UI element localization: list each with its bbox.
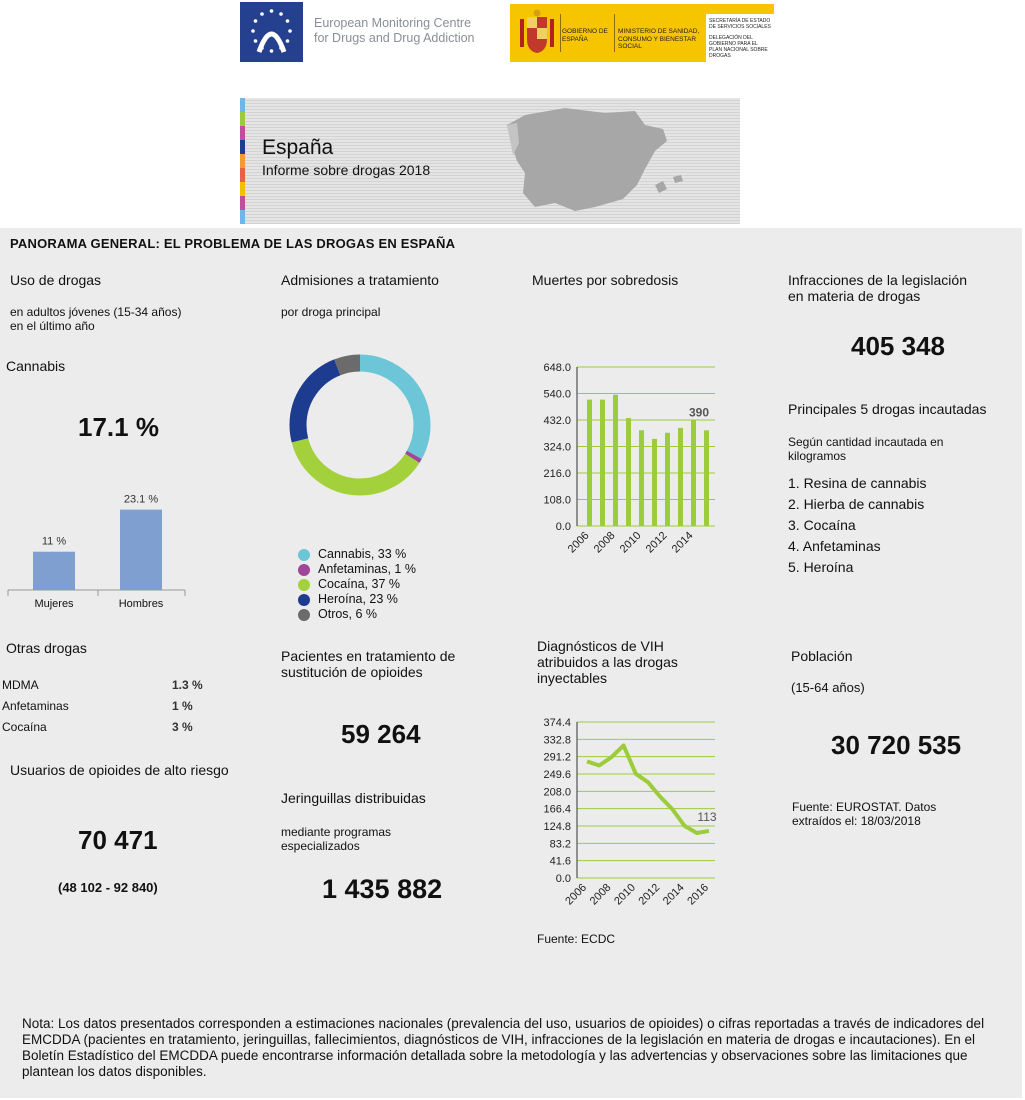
opioid-substitution-title-line-1: Pacientes en tratamiento de [281,648,456,664]
hiv-series-line [587,746,709,834]
emcdda-name [314,16,475,46]
other-drug-label: MDMA [2,678,39,692]
legend-swatch [298,609,310,621]
seizures-list [788,473,927,578]
eu-flag-icon [240,2,303,62]
spain-government-logo [510,4,774,62]
overdose-y-tick-label: 540.0 [543,388,571,401]
emcdda-line-2: for Drugs and Drug Addiction [314,31,475,45]
overdose-bar [613,395,618,526]
legend-entry [298,577,416,592]
other-drug-value: 1.3 % [172,678,203,692]
overdose-x-tick-label: 2010 [617,529,644,556]
opioid-substitution-title-line-2: sustitución de opioides [281,664,423,680]
legend-label: Cocaína, 37 % [318,577,400,591]
cannabis-gender-chart [0,478,240,618]
spain-map-icon [495,103,695,223]
syringes-title: Jeringuillas distribuidas [281,790,426,806]
color-strip-segment [240,154,245,168]
hiv-last-value-label: 113 [697,809,717,824]
overdose-y-tick-label: 108.0 [543,494,571,507]
legend-label: Cannabis, 33 % [318,547,407,561]
syringes-subtitle [281,825,391,853]
hiv-x-tick-label: 2008 [587,881,614,908]
overdose-bar [704,430,709,526]
overdose-bar [626,418,631,526]
legend-entry [298,547,416,562]
hiv-title-line-2: atribuidos a las drogas [537,654,678,670]
legend-label: Anfetaminas, 1 % [318,562,416,576]
hiv-x-tick-label: 2014 [660,881,687,908]
offences-title [788,272,967,304]
overdose-x-tick-label: 2014 [669,529,696,556]
overdose-bar [600,400,605,526]
hiv-y-tick-label: 41.6 [549,855,571,868]
color-strip-segment [240,196,245,210]
population-subtitle: (15-64 años) [791,680,865,695]
hiv-title-line-3: inyectables [537,670,608,686]
population-source [792,800,936,828]
hiv-y-tick-label: 208.0 [543,786,571,799]
other-drugs-table [2,678,217,738]
emcdda-logo [240,2,490,62]
seizure-list-item: 2. Hierba de cannabis [788,496,925,512]
country-banner [240,98,740,224]
overdose-bar [678,428,683,526]
drug-use-subtitle [10,305,181,333]
legend-label: Heroína, 23 % [318,592,398,606]
secretariat-name: SECRETARÍA DE ESTADO DE SERVICIOS SOCIALES [709,18,771,30]
other-drug-label: Cocaína [2,720,47,734]
overdose-last-value-label: 390 [688,405,710,420]
hiv-line-chart [525,710,725,920]
overdose-x-tick-label: 2008 [591,529,618,556]
gender-bar [120,510,162,590]
hiv-y-tick-label: 291.2 [543,751,571,764]
hiv-y-tick-label: 0.0 [555,873,571,885]
hiv-x-tick-label: 2012 [636,881,663,908]
hiv-title-line-1: Diagnósticos de VIH [537,638,664,654]
legend-entry [298,562,416,577]
syringes-subtitle-line-2: especializados [281,839,360,853]
delegation-name: DELEGACIÓN DEL GOBIERNO PARA EL PLAN NACIONAL SOBRE DROGAS [709,35,768,59]
hiv-y-tick-label: 166.4 [543,803,571,816]
color-strip-segment [240,140,245,154]
seizure-list-item: 3. Cocaína [788,517,856,533]
syringes-value: 1 435 882 [322,874,443,904]
methodology-note: Nota: Los datos presentados corresponden a estimaciones nacionales (prevalencia del uso, usuarios de opioides) o cifras reportadas a través de indicadores del EMCDDA (pacientes en tratamiento, jeringuillas, fallecimientos, diagnósticos de VIH, infracciones de la legislación en materia de drogas e incautaciones). En el Boletín Estadístico del EMCDDA puede encontrarse información detallada sobre la metodología y las advertencias y observaciones sobre las limitaciones que plantean los datos disponibles. [22,1016,985,1079]
overdose-bar [652,439,657,526]
gov-divider [614,14,615,52]
hiv-x-tick-label: 2006 [563,881,590,908]
overdose-bar-chart [525,353,725,563]
high-risk-opioid-value: 70 471 [78,825,158,855]
panel-title: PANORAMA GENERAL: EL PROBLEMA DE LAS DROGAS EN ESPAÑA [10,236,456,251]
seizures-subtitle-line-1: Según cantidad incautada en [788,435,944,449]
gender-bar-value-label: 11 % [41,535,67,548]
other-drug-row [2,678,207,692]
treatment-subtitle: por droga principal [281,305,381,319]
coat-of-arms-icon [518,9,556,57]
overdose-y-tick-label: 216.0 [543,468,571,480]
banner-title: España [262,136,334,159]
offences-title-line-1: Infracciones de la legislación [788,272,967,288]
overdose-bar [691,420,696,526]
population-source-line-1: Fuente: EUROSTAT. Datos [792,800,937,814]
color-strip-segment [240,98,245,112]
hiv-x-tick-label: 2010 [612,881,638,908]
overdose-y-tick-label: 648.0 [543,362,571,374]
overdose-bar [587,400,592,526]
treatment-donut-chart [285,350,455,510]
overdose-y-tick-label: 0.0 [555,521,571,533]
hiv-y-tick-label: 124.8 [543,821,571,833]
gender-category-label: Mujeres [34,598,74,610]
overdose-bar [639,430,644,526]
legend-swatch [298,564,310,576]
legend-label: Otros, 6 % [318,607,378,621]
gender-bar [33,552,75,590]
legend-swatch [298,594,310,606]
gov-divider [560,14,561,52]
seizure-list-item: 4. Anfetaminas [788,538,881,554]
other-drugs-title: Otras drogas [6,640,87,656]
legend-swatch [298,579,310,591]
gender-category-label: Hombres [118,598,164,610]
population-value: 30 720 535 [831,730,962,760]
seizures-subtitle-line-2: kilogramos [788,449,847,463]
legend-entry [298,592,416,607]
banner-subtitle: Informe sobre drogas 2018 [262,162,431,178]
cannabis-label: Cannabis [6,358,66,374]
hiv-source: Fuente: ECDC [537,932,616,946]
cannabis-prevalence-value: 17.1 % [78,412,159,442]
color-strip-segment [240,182,245,196]
color-strip [240,98,245,224]
overdose-title: Muertes por sobredosis [532,272,679,288]
drug-use-title: Uso de drogas [10,272,102,288]
hiv-y-tick-label: 332.8 [543,734,571,747]
color-strip-segment [240,126,245,140]
drug-use-subtitle-line-1: en adultos jóvenes (15-34 años) [10,305,182,319]
hiv-y-tick-label: 374.4 [543,717,571,729]
secretariat-box [706,14,774,64]
color-strip-segment [240,210,245,224]
opioid-substitution-title [281,648,455,680]
seizure-list-item: 1. Resina de cannabis [788,475,927,491]
hiv-x-tick-label: 2016 [685,881,712,908]
population-source-line-2: extraídos el: 18/03/2018 [792,814,921,828]
seizures-subtitle [788,435,943,463]
emcdda-line-1: European Monitoring Centre [314,16,472,30]
seizure-list-item: 5. Heroína [788,559,854,575]
opioid-substitution-value: 59 264 [341,719,421,749]
treatment-legend [298,547,416,622]
color-strip-segment [240,168,245,182]
other-drug-value: 1 % [172,699,193,713]
offences-title-line-2: en materia de drogas [788,288,921,304]
seizures-title: Principales 5 drogas incautadas [788,401,987,417]
other-drug-row [2,699,207,713]
high-risk-opioid-title: Usuarios de opioides de alto riesgo [10,762,229,778]
overdose-bar [665,433,670,526]
population-title: Población [791,648,853,664]
high-risk-opioid-range: (48 102 - 92 840) [58,880,158,895]
color-strip-segment [240,112,245,126]
legend-swatch [298,549,310,561]
syringes-subtitle-line-1: mediante programas [281,825,392,839]
other-drug-value: 3 % [172,720,193,734]
overdose-y-tick-label: 324.0 [543,441,571,454]
overdose-x-tick-label: 2012 [643,529,670,556]
other-drug-label: Anfetaminas [2,699,69,713]
gender-bar-value-label: 23.1 % [123,493,159,506]
hiv-title [537,638,678,686]
offences-value: 405 348 [851,331,945,361]
treatment-title: Admisiones a tratamiento [281,272,439,288]
overview-panel [0,228,1022,1098]
gov-name: GOBIERNO DE ESPAÑA [562,28,608,43]
overdose-x-tick-label: 2006 [565,529,592,556]
legend-entry [298,607,416,622]
ministry-name: MINISTERIO DE SANIDAD, CONSUMO Y BIENESTAR SOCIAL [618,28,700,50]
overdose-y-tick-label: 432.0 [543,415,571,427]
other-drug-row [2,720,207,734]
drug-use-subtitle-line-2: en el último año [10,319,95,333]
hiv-y-tick-label: 83.2 [549,838,571,851]
hiv-y-tick-label: 249.6 [543,769,571,781]
